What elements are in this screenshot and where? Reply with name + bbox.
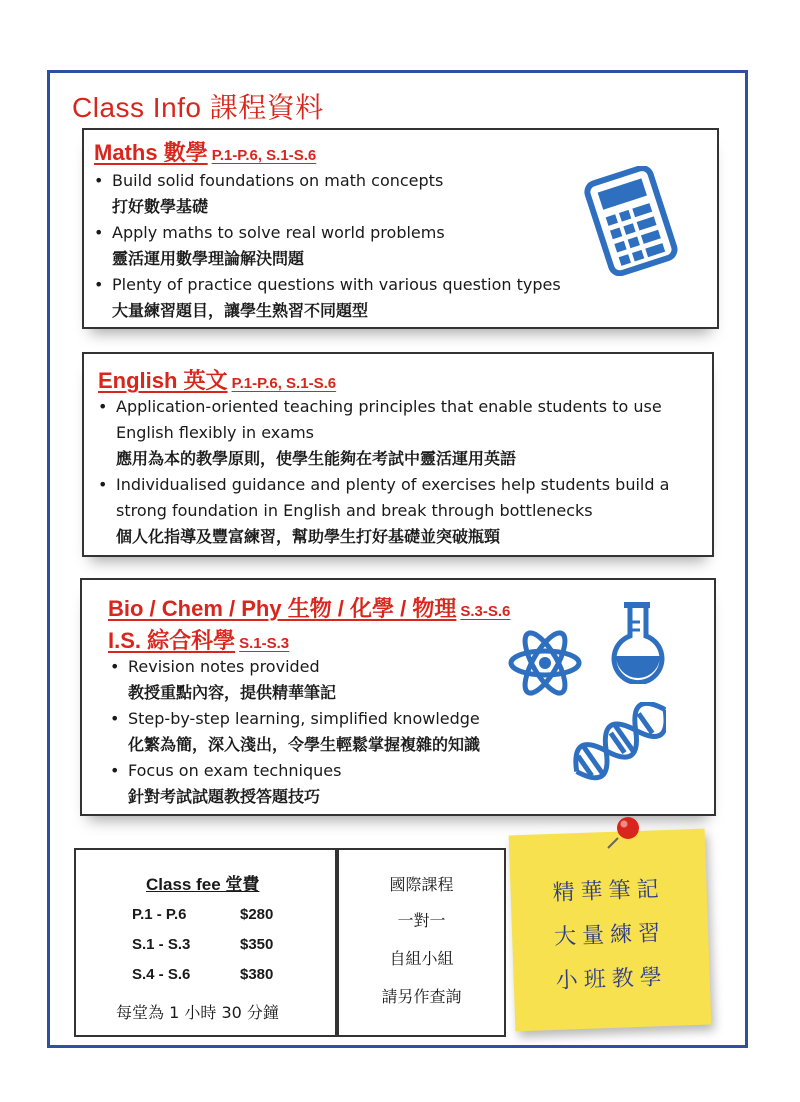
fee-row: S.4 - S.6 $380 xyxy=(132,966,274,983)
list-item: • Apply maths to solve real world problems 靈活運用數學理論解決問題 xyxy=(92,220,561,272)
is-subject: I.S. 綜合科學 xyxy=(108,628,236,653)
english-heading xyxy=(98,364,336,395)
english-bullets xyxy=(96,394,669,550)
science-bullets xyxy=(108,654,480,810)
maths-subject: Maths 數學 xyxy=(94,140,208,165)
atom-icon xyxy=(506,624,584,702)
fee-row: S.1 - S.3 $350 xyxy=(132,936,274,953)
class-fee-box xyxy=(74,848,337,1037)
english-levels: P.1-P.6, S.1-S.6 xyxy=(231,375,337,392)
english-subject: English 英文 xyxy=(98,368,228,393)
option-group: 自組小組 xyxy=(389,949,454,968)
page-title: Class Info 課程資料 xyxy=(72,92,324,123)
english-section xyxy=(82,352,714,557)
list-item: • Focus on exam techniques 針對考試試題教授答題技巧 xyxy=(108,758,480,810)
list-item: • Plenty of practice questions with various question types 大量練習題目，讓學生熟習不同題型 xyxy=(92,272,561,324)
science-heading xyxy=(108,592,510,623)
list-item: • Revision notes provided 教授重點內容，提供精華筆記 xyxy=(108,654,480,706)
sticky-line: 精華筆記 xyxy=(552,877,666,906)
dna-icon xyxy=(566,702,666,786)
sticky-line: 大量練習 xyxy=(553,921,667,950)
list-item: • Step-by-step learning, simplified knowledge 化繁為簡，深入淺出，令學生輕鬆掌握複雜的知識 xyxy=(108,706,480,758)
other-options-box xyxy=(337,848,506,1037)
list-item: • Application-oriented teaching principles that enable students to use English flexibly in exams 應用為本的教學原則，使學生能夠在考試中靈活運用英語 xyxy=(96,394,669,472)
flask-icon xyxy=(610,600,666,684)
option-one-to-one: 一對一 xyxy=(397,911,446,930)
calculator-icon xyxy=(578,166,683,276)
maths-section xyxy=(82,128,719,329)
is-heading xyxy=(108,624,289,655)
is-levels: S.1-S.3 xyxy=(239,635,290,652)
science-levels: S.3-S.6 xyxy=(460,603,511,620)
fee-row: P.1 - P.6 $280 xyxy=(132,906,274,923)
option-international: 國際課程 xyxy=(389,875,454,894)
maths-heading xyxy=(94,136,316,167)
maths-levels: P.1-P.6, S.1-S.6 xyxy=(211,147,317,164)
science-section xyxy=(80,578,716,816)
maths-bullets xyxy=(92,168,561,324)
class-duration-note: 每堂為 1 小時 30 分鐘 xyxy=(116,1003,279,1022)
list-item: • Build solid foundations on math concepts 打好數學基礎 xyxy=(92,168,561,220)
option-enquiry: 請另作查詢 xyxy=(381,987,462,1006)
sticky-line: 小班教學 xyxy=(555,965,669,994)
science-subject: Bio / Chem / Phy 生物 / 化學 / 物理 xyxy=(108,596,457,621)
list-item: • Individualised guidance and plenty of exercises help students build a strong foundation in English and break through bottlenecks 個人化指導及豐富練習，幫助學生打好基礎並突破瓶頸 xyxy=(96,472,669,550)
pushpin-icon xyxy=(604,812,648,852)
sticky-note xyxy=(509,829,712,1032)
class-fee-title: Class fee 堂費 xyxy=(146,875,260,894)
